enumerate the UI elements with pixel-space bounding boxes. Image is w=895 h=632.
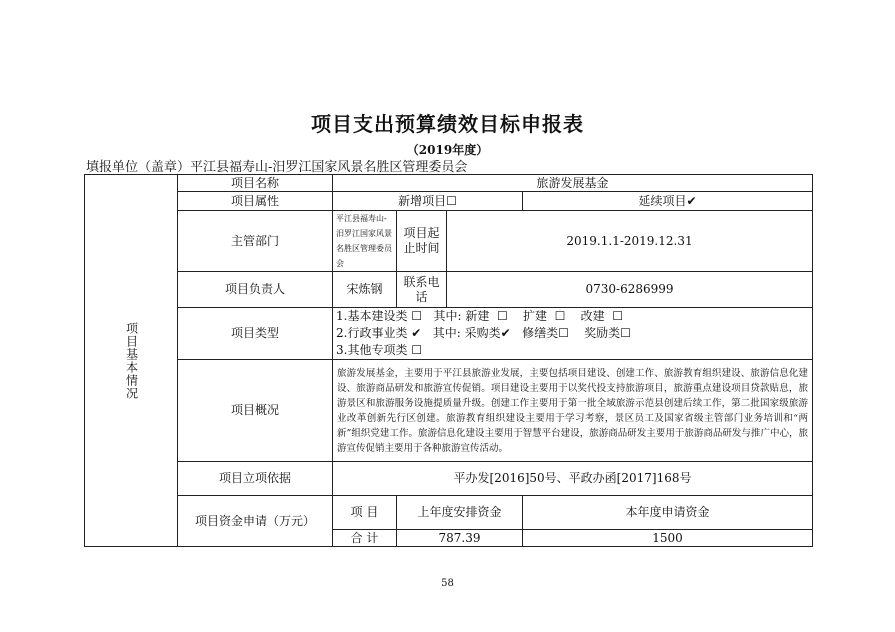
type-option-construction[interactable]: 1.基本建设类 ☐ 其中: 新建 ☐ 扩建 ☐ 改建 ☐ — [336, 309, 623, 323]
project-name-label: 项目名称 — [178, 175, 333, 192]
period-value: 2019.1.1-2019.12.31 — [447, 211, 813, 272]
page-title: 项目支出预算绩效目标申报表 — [311, 112, 584, 136]
owner-value: 宋炼钢 — [333, 272, 397, 308]
funds-label: 项目资金申请（万元） — [178, 496, 333, 547]
row-project-attr — [85, 192, 813, 211]
total-curr-value: 1500 — [523, 530, 813, 547]
row-basis — [85, 462, 813, 496]
overview-value: 旅游发展基金，主要用于平江县旅游业发展，主要包括项目建设、创建工作、旅游教育组织建设、旅游信息化建设、旅游商品研发和旅游宣传促销。项目建设主要用于以奖代投支持旅游项目，旅游重点建设项目贷款贴息，旅游景区和旅游服务设施提质量升级。创建工作主要用于第一批全域旅游示范县创建后续工作，第二批国家级旅游业改革创新先行区创建。旅游教育组织建设主要用于学习考察，景区员工及国家省级主管部门业务培训和“两新”组织党建工作。旅游信息化建设主要用于智慧平台建设，旅游商品研发主要用于旅游商品研发与推广中心，旅游宣传促销主要用于各种旅游宣传活动。 — [333, 360, 813, 462]
row-project-name — [85, 175, 813, 192]
attr-new-checkbox[interactable]: 新增项目☐ — [333, 192, 523, 211]
period-label: 项目起止时间 — [397, 211, 447, 272]
filing-unit: 填报单位（盖章）平江县福寿山-汨罗江国家风景名胜区管理委员会 — [86, 160, 468, 175]
dept-label: 主管部门 — [178, 211, 333, 272]
budget-form-table — [84, 174, 813, 547]
owner-label: 项目负责人 — [178, 272, 333, 308]
row-department — [85, 211, 813, 272]
col-item: 项 目 — [333, 496, 397, 530]
basis-label: 项目立项依据 — [178, 462, 333, 496]
attr-continue-checkbox[interactable]: 延续项目✔ — [523, 192, 813, 211]
dept-value: 平江县福寿山-汨罗江国家风景名胜区管理委员会 — [333, 211, 397, 272]
total-prev-value: 787.39 — [397, 530, 523, 547]
phone-label: 联系电话 — [397, 272, 447, 308]
project-name-value: 旅游发展基金 — [333, 175, 813, 192]
type-option-admin[interactable]: 2.行政事业类 ✔ 其中: 采购类✔ 修缮类☐ 奖励类☐ — [336, 326, 631, 340]
year-label: （2019年度） — [406, 143, 489, 157]
section-basic — [85, 175, 178, 547]
page-number: 58 — [441, 578, 454, 589]
type-label: 项目类型 — [178, 308, 333, 360]
type-options — [333, 308, 813, 360]
basis-value: 平办发[2016]50号、平政办函[2017]168号 — [333, 462, 813, 496]
phone-value: 0730-6286999 — [447, 272, 813, 308]
col-prev-year: 上年度安排资金 — [397, 496, 523, 530]
section-basic-label: 项目基本情况 — [124, 321, 139, 400]
row-project-type — [85, 308, 813, 360]
project-attr-label: 项目属性 — [178, 192, 333, 211]
row-overview — [85, 360, 813, 462]
row-owner — [85, 272, 813, 308]
total-label: 合 计 — [333, 530, 397, 547]
col-curr-year: 本年度申请资金 — [523, 496, 813, 530]
type-option-other[interactable]: 3.其他专项类 ☐ — [336, 343, 423, 357]
overview-label: 项目概况 — [178, 360, 333, 462]
row-funds-header — [85, 496, 813, 530]
